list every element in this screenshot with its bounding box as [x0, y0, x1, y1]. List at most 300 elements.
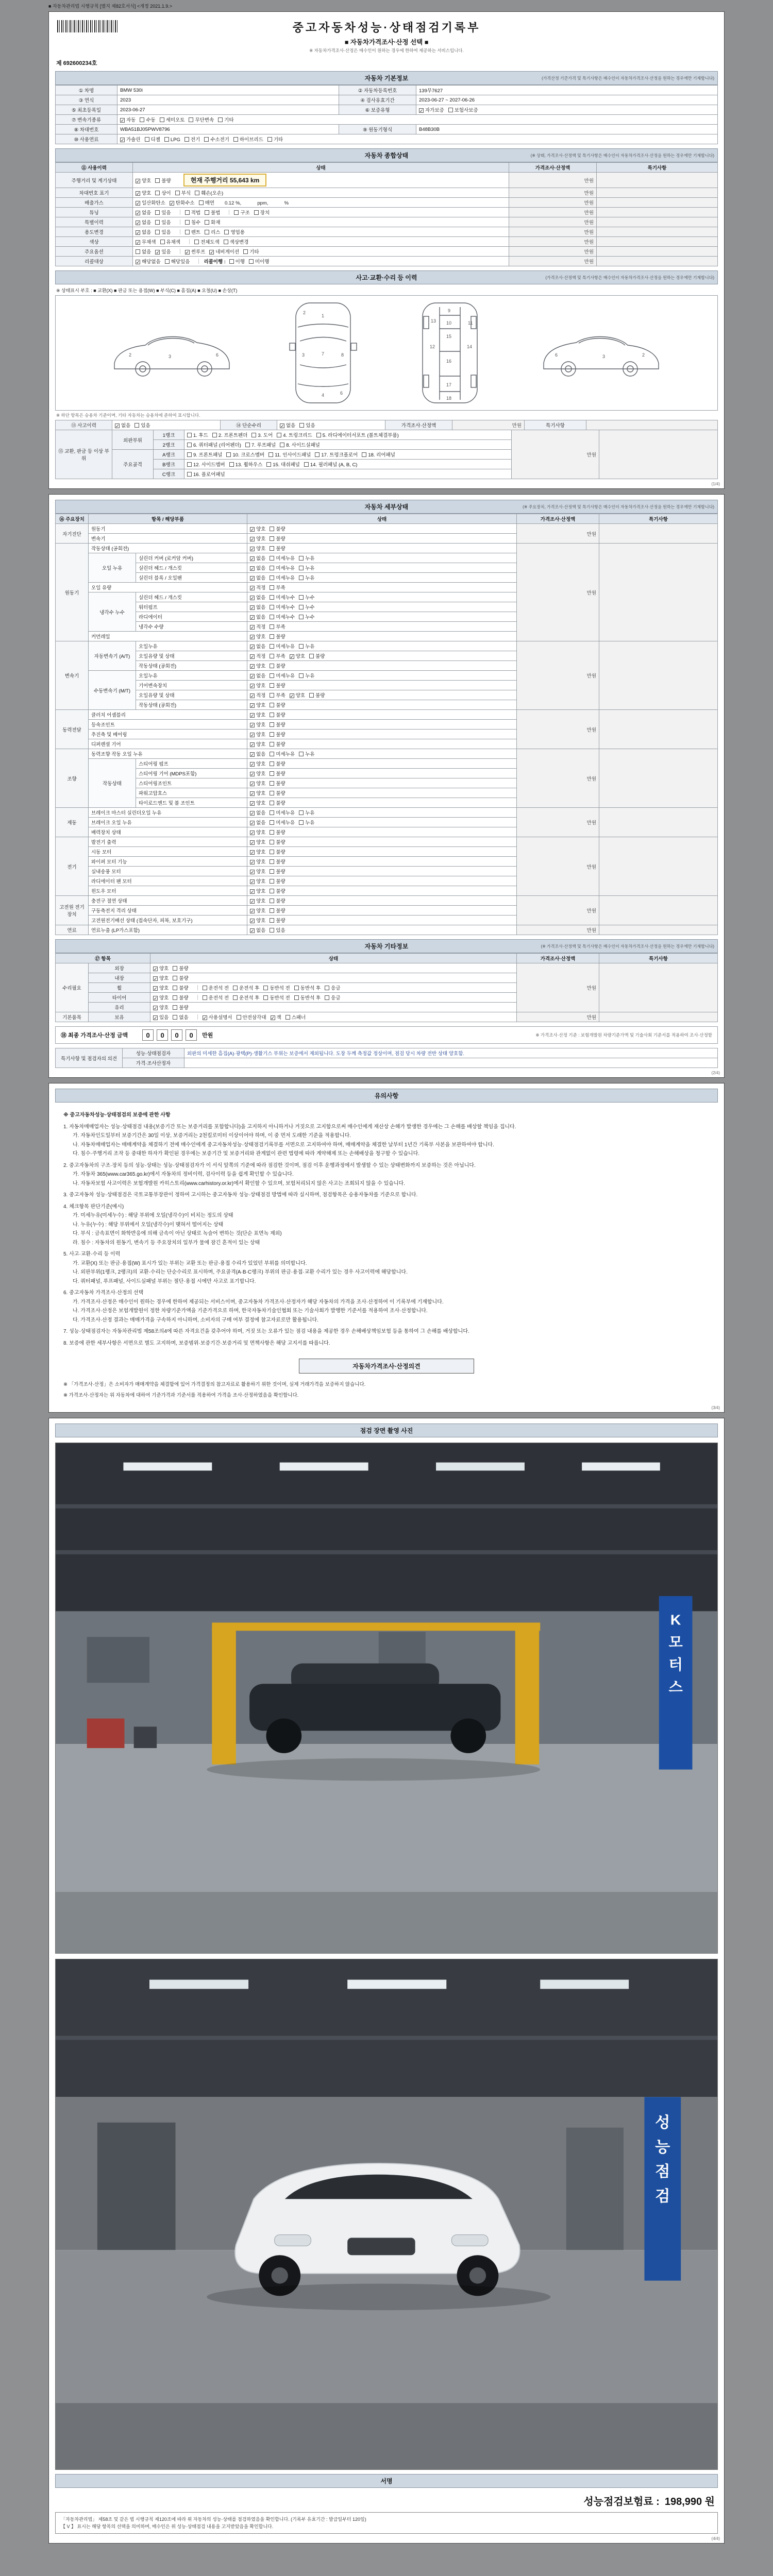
- checkbox-unchecked[interactable]: [199, 199, 214, 206]
- checkbox-checked[interactable]: [250, 740, 265, 748]
- checkbox-label: 불량: [276, 781, 285, 787]
- table-row: [56, 925, 718, 935]
- checkbox-unchecked[interactable]: [270, 848, 285, 855]
- item-status: [133, 257, 509, 266]
- checkbox-unchecked[interactable]: [145, 135, 160, 143]
- checkbox-unchecked[interactable]: [316, 431, 399, 438]
- checkbox-unchecked[interactable]: [362, 451, 395, 458]
- checkbox-unchecked[interactable]: [270, 858, 285, 865]
- notice-line: 가. 자동차인도일부터 보증기간은 30일 이상, 보증거리는 2천킬로미터 이상이어야 하며, 이 중 먼저 도래한 기준을 적용합니다.: [73, 1133, 351, 1139]
- section-note: (가격조사·산정액 및 특기사항은 매수인이 자동차가격조사·산정을 원하는 경우에만 기재합니다): [545, 275, 714, 280]
- checkbox-checked[interactable]: [250, 711, 265, 718]
- checkbox-checked[interactable]: [250, 594, 265, 601]
- checkbox-checked[interactable]: [120, 135, 141, 143]
- checkbox-label: 양호: [256, 791, 266, 796]
- checkbox-unchecked[interactable]: [270, 770, 285, 777]
- checkbox-unchecked[interactable]: [173, 1013, 188, 1021]
- checkbox-checked[interactable]: [250, 809, 265, 816]
- checkbox-unchecked[interactable]: [136, 248, 151, 255]
- checkbox-checked[interactable]: [250, 613, 265, 620]
- checkbox-unchecked[interactable]: [204, 135, 229, 143]
- checkbox-unchecked[interactable]: [304, 461, 358, 468]
- checkbox-checked[interactable]: [250, 828, 265, 836]
- checkbox-checked[interactable]: [271, 1013, 281, 1021]
- checkbox-unchecked[interactable]: [187, 431, 208, 438]
- field-value: WBA51BJ05PWV8796: [117, 125, 339, 134]
- checkbox-unchecked[interactable]: [270, 877, 285, 885]
- checkbox-checked[interactable]: [250, 877, 265, 885]
- checkbox-checked[interactable]: [250, 554, 265, 562]
- checkbox-checked[interactable]: [250, 701, 265, 708]
- checkbox-unchecked[interactable]: [270, 623, 285, 630]
- checkbox-unchecked[interactable]: [233, 994, 259, 1001]
- checkbox-checked[interactable]: [136, 238, 156, 245]
- item-status: [247, 671, 517, 681]
- checkbox-label: 색상변경: [229, 240, 249, 245]
- checkbox-label: 없음: [286, 423, 296, 429]
- checkbox-unchecked[interactable]: [234, 209, 249, 216]
- checkbox-unchecked[interactable]: [187, 441, 241, 448]
- price-cell: 만원: [517, 524, 599, 544]
- checkbox-box: [233, 137, 238, 142]
- checkbox-unchecked[interactable]: [185, 228, 200, 235]
- checkbox-unchecked[interactable]: [263, 984, 290, 991]
- checkbox-unchecked[interactable]: [266, 461, 300, 468]
- checkbox-unchecked[interactable]: [299, 642, 314, 650]
- checkbox-unchecked[interactable]: [270, 535, 285, 542]
- checkbox-unchecked[interactable]: [212, 431, 247, 438]
- checkbox-unchecked[interactable]: [270, 662, 285, 669]
- checkbox-unchecked[interactable]: [245, 441, 276, 448]
- checkbox-box: [270, 869, 274, 874]
- checkbox-checked[interactable]: [136, 228, 151, 235]
- page-mark: (4/4): [711, 2536, 720, 2541]
- item-status: [247, 710, 517, 720]
- checkbox-box: [270, 693, 274, 698]
- checkbox-box: ✓: [290, 654, 294, 659]
- checkbox-checked[interactable]: [290, 691, 305, 699]
- checkbox-unchecked[interactable]: [164, 137, 180, 143]
- field-value: [416, 105, 718, 115]
- item-label: 작동상태 (공회전): [136, 700, 247, 710]
- price-cell: 만원: [509, 188, 597, 198]
- checkbox-checked[interactable]: [250, 584, 265, 591]
- checkbox-checked[interactable]: [250, 779, 265, 787]
- checkbox-unchecked[interactable]: [263, 994, 290, 1001]
- checkbox-box: [204, 137, 209, 142]
- checkbox-unchecked[interactable]: [185, 218, 200, 226]
- inspection-photo-2: [55, 1959, 718, 2470]
- checkbox-checked[interactable]: [203, 1013, 232, 1021]
- checkbox-unchecked[interactable]: [270, 594, 295, 601]
- checkbox-unchecked[interactable]: [299, 564, 314, 571]
- checkbox-unchecked[interactable]: [270, 819, 295, 826]
- checkbox-box: ✓: [203, 1015, 207, 1021]
- checkbox-label: 없음: [256, 575, 266, 581]
- notice-body: [55, 1103, 718, 1349]
- checkbox-checked[interactable]: [250, 897, 265, 904]
- checkbox-checked[interactable]: [170, 199, 195, 206]
- checkbox-unchecked[interactable]: [270, 545, 285, 552]
- checkbox-box: [270, 928, 274, 933]
- checkbox-checked[interactable]: [250, 907, 265, 914]
- checkbox-unchecked[interactable]: [237, 1013, 266, 1021]
- checkbox-unchecked[interactable]: [299, 672, 314, 679]
- checkbox-unchecked[interactable]: [184, 135, 200, 143]
- checkbox-unchecked[interactable]: [315, 451, 358, 458]
- checkbox-unchecked[interactable]: [270, 799, 285, 806]
- checkbox-box: [325, 986, 329, 990]
- checkbox-checked[interactable]: [290, 652, 305, 659]
- checkbox-unchecked[interactable]: [270, 672, 295, 679]
- accident-history-table: [55, 420, 718, 430]
- checkbox-unchecked[interactable]: [299, 421, 315, 429]
- checkbox-label: 미세누수: [276, 605, 295, 611]
- checkbox-checked[interactable]: [250, 525, 265, 532]
- checkbox-checked[interactable]: [155, 248, 171, 255]
- checkbox-box: [187, 433, 192, 437]
- table-row: [56, 134, 718, 144]
- checkbox-checked[interactable]: [250, 838, 265, 845]
- item-label: 발전기 출력: [89, 837, 247, 847]
- checkbox-box: [299, 556, 304, 561]
- checkbox-checked[interactable]: [136, 218, 151, 226]
- car-top-view: [284, 299, 362, 407]
- checkbox-unchecked[interactable]: [299, 809, 314, 816]
- checkbox-label: 있음: [161, 230, 171, 235]
- checkbox-unchecked[interactable]: [270, 926, 285, 934]
- checkbox-unchecked[interactable]: [270, 868, 285, 875]
- checkbox-unchecked[interactable]: [325, 984, 340, 991]
- checkbox-box: [140, 117, 144, 122]
- checkbox-unchecked[interactable]: [155, 228, 171, 235]
- checkbox-unchecked[interactable]: [270, 525, 285, 532]
- checkbox-checked[interactable]: [250, 691, 265, 699]
- checkbox-unchecked[interactable]: [194, 238, 220, 245]
- checkbox-unchecked[interactable]: [299, 594, 314, 601]
- checkbox-unchecked[interactable]: [280, 441, 320, 448]
- checkbox-box: [160, 240, 165, 244]
- checkbox-unchecked[interactable]: [251, 431, 273, 438]
- checkbox-label: 응급: [331, 995, 341, 1001]
- checkbox-unchecked[interactable]: [229, 258, 245, 265]
- checkbox-box: [173, 976, 177, 980]
- checkbox-checked[interactable]: [153, 1013, 169, 1021]
- checkbox-checked[interactable]: [250, 545, 265, 552]
- checkbox-box: [299, 423, 304, 428]
- checkbox-unchecked[interactable]: [254, 209, 270, 216]
- checkbox-box: ✓: [250, 635, 255, 640]
- status-mark-legend: ※ 상태표시 부호 : ■ 교환(X) ■ 판금 또는 용접(W) ■ 부식(C) ■ 흠집(A) ■ 요철(U) ■ 손상(T): [56, 288, 238, 293]
- device-group-label: 변속기: [56, 641, 89, 710]
- checkbox-unchecked[interactable]: [270, 828, 285, 836]
- checkbox-checked[interactable]: [250, 858, 265, 865]
- checkbox-unchecked[interactable]: [270, 584, 285, 591]
- checkbox-unchecked[interactable]: [270, 917, 285, 924]
- checkbox-checked[interactable]: [120, 116, 136, 123]
- checkbox-box: [270, 771, 274, 776]
- section-etc: [55, 939, 718, 953]
- checkbox-unchecked[interactable]: [270, 760, 285, 767]
- svg-text:13: 13: [430, 318, 436, 324]
- checkbox-unchecked[interactable]: [294, 984, 321, 991]
- checkbox-checked[interactable]: [115, 421, 130, 429]
- checkbox-box: [270, 527, 274, 531]
- checkbox-unchecked[interactable]: [299, 819, 314, 826]
- checkbox-unchecked[interactable]: [270, 682, 285, 689]
- checkbox-checked[interactable]: [153, 964, 169, 972]
- checkbox-unchecked[interactable]: [267, 135, 283, 143]
- checkbox-unchecked[interactable]: [309, 691, 325, 699]
- checkbox-checked[interactable]: [136, 258, 161, 265]
- checkbox-unchecked[interactable]: [187, 470, 225, 478]
- checkbox-label: 운전석 전: [208, 986, 229, 991]
- checkbox-unchecked[interactable]: [270, 642, 295, 650]
- checkbox-label: 12. 사이드멤버: [193, 462, 225, 468]
- checkbox-checked[interactable]: [250, 642, 265, 650]
- item-status: [247, 690, 517, 700]
- checkbox-checked[interactable]: [209, 248, 239, 255]
- checkbox-checked[interactable]: [250, 926, 265, 934]
- checkbox-unchecked[interactable]: [270, 574, 295, 581]
- checkbox-checked[interactable]: [250, 917, 265, 924]
- checkbox-unchecked[interactable]: [270, 789, 285, 796]
- field-label: ③ 연식: [56, 95, 117, 105]
- table-row: [56, 115, 718, 125]
- checkbox-unchecked[interactable]: [189, 116, 214, 123]
- checkbox-unchecked[interactable]: [270, 897, 285, 904]
- checkbox-unchecked[interactable]: [173, 974, 188, 981]
- checkbox-unchecked[interactable]: [155, 209, 171, 216]
- checkbox-box: [277, 433, 281, 437]
- checkbox-unchecked[interactable]: [187, 451, 222, 458]
- checkbox-checked[interactable]: [153, 1004, 169, 1011]
- checkbox-checked[interactable]: [185, 248, 206, 255]
- checkbox-box: ✓: [250, 596, 255, 601]
- section-title: 자동차 기본정보: [364, 75, 409, 82]
- svg-text:14: 14: [466, 344, 472, 349]
- checkbox-label: 양호: [256, 703, 266, 708]
- checkbox-unchecked[interactable]: [270, 740, 285, 748]
- svg-text:12: 12: [429, 344, 435, 349]
- checkbox-unchecked[interactable]: [233, 984, 259, 991]
- note-cell: [599, 1012, 718, 1022]
- checkbox-unchecked[interactable]: [270, 721, 285, 728]
- item-status: [133, 247, 509, 257]
- checkbox-checked[interactable]: [250, 848, 265, 855]
- checkbox-checked[interactable]: [153, 984, 169, 991]
- checkbox-unchecked[interactable]: [195, 189, 223, 196]
- item-status: [247, 641, 517, 651]
- checkbox-unchecked[interactable]: [268, 451, 311, 458]
- checkbox-checked[interactable]: [250, 750, 265, 757]
- checkbox-unchecked[interactable]: [299, 750, 314, 757]
- checkbox-unchecked[interactable]: [205, 228, 220, 235]
- checkbox-unchecked[interactable]: [229, 461, 263, 468]
- item-status: [247, 876, 517, 886]
- checkbox-unchecked[interactable]: [299, 603, 314, 611]
- item-label: 워터펌프: [136, 602, 247, 612]
- checkbox-unchecked[interactable]: [155, 177, 171, 184]
- checkbox-checked[interactable]: [250, 535, 265, 542]
- checkbox-unchecked[interactable]: [270, 887, 285, 894]
- checkbox-box: [309, 654, 314, 658]
- checkbox-checked[interactable]: [136, 189, 151, 196]
- note-cell: [597, 227, 718, 237]
- checkbox-unchecked[interactable]: [173, 994, 188, 1001]
- checkbox-box: ✓: [154, 967, 158, 972]
- checkbox-checked[interactable]: [250, 721, 265, 728]
- checkbox-unchecked[interactable]: [270, 564, 295, 571]
- checkbox-checked[interactable]: [136, 199, 165, 206]
- checkbox-unchecked[interactable]: [218, 116, 233, 123]
- checkbox-unchecked[interactable]: [270, 750, 295, 757]
- checkbox-unchecked[interactable]: [205, 218, 220, 226]
- checkbox-unchecked[interactable]: [270, 613, 295, 620]
- insurance-fee: [583, 2493, 715, 2508]
- checkbox-checked[interactable]: [250, 623, 265, 630]
- checkbox-checked[interactable]: [250, 672, 265, 679]
- checkbox-box: [270, 752, 274, 756]
- checkbox-unchecked[interactable]: [285, 1013, 306, 1021]
- checkbox-unchecked[interactable]: [155, 189, 171, 196]
- section-note: (※ 상태, 가격조사·산정액 및 특기사항은 매수인이 자동차가격조사·산정을 원하는 경우에만 기재합니다): [530, 153, 714, 158]
- checkbox-checked[interactable]: [153, 974, 169, 981]
- checkbox-box: ✓: [250, 674, 255, 679]
- item-label: 특별이력: [56, 217, 133, 227]
- checkbox-unchecked[interactable]: [277, 431, 312, 438]
- checkbox-checked[interactable]: [250, 760, 265, 767]
- checkbox-unchecked[interactable]: [325, 994, 340, 1001]
- checkbox-unchecked[interactable]: [270, 907, 285, 914]
- checkbox-box: [267, 137, 272, 142]
- checkbox-unchecked[interactable]: [175, 189, 191, 196]
- checkbox-unchecked[interactable]: [270, 701, 285, 708]
- checkbox-unchecked[interactable]: [299, 613, 314, 620]
- checkbox-box: [187, 472, 192, 477]
- checkbox-unchecked[interactable]: [270, 603, 295, 611]
- checkbox-checked[interactable]: [419, 106, 444, 113]
- checkbox-unchecked[interactable]: [233, 135, 263, 143]
- table-row: [56, 95, 718, 105]
- item-label: 커먼레일: [89, 632, 247, 641]
- checkbox-unchecked[interactable]: [243, 248, 259, 255]
- checkbox-checked[interactable]: [250, 662, 265, 669]
- checkbox-box: ✓: [250, 713, 255, 718]
- field-label: ⑧ 차대번호: [56, 125, 117, 134]
- checkbox-unchecked[interactable]: [270, 652, 285, 659]
- checkbox-unchecked[interactable]: [140, 116, 155, 123]
- checkbox-box: [155, 220, 160, 225]
- checkbox-box: ✓: [154, 986, 158, 991]
- checkbox-unchecked[interactable]: [249, 258, 270, 265]
- checkbox-label: 일산화탄소: [142, 200, 165, 206]
- table-row: [56, 837, 718, 847]
- checkbox-checked[interactable]: [136, 209, 151, 216]
- checkbox-unchecked[interactable]: [270, 838, 285, 845]
- checkbox-unchecked[interactable]: [270, 691, 285, 699]
- section-photos: [55, 1423, 718, 1437]
- checkbox-unchecked[interactable]: [299, 574, 314, 581]
- checkbox-box: ✓: [250, 919, 255, 924]
- item-label: 원동기: [89, 524, 247, 534]
- checkbox-unchecked[interactable]: [160, 238, 181, 245]
- checkbox-unchecked[interactable]: [270, 779, 285, 787]
- checkbox-checked[interactable]: [250, 682, 265, 689]
- checkbox-box: ✓: [115, 423, 120, 429]
- checkbox-checked[interactable]: [250, 574, 265, 581]
- checkbox-box: ✓: [154, 1015, 158, 1021]
- checkbox-unchecked[interactable]: [270, 554, 295, 562]
- checkbox-unchecked[interactable]: [299, 554, 314, 562]
- checkbox-checked[interactable]: [250, 789, 265, 796]
- checkbox-checked[interactable]: [250, 564, 265, 571]
- checkbox-unchecked[interactable]: [270, 711, 285, 718]
- checkbox-unchecked[interactable]: [224, 228, 245, 235]
- opinion-line: ※ 「가격조사·산정」은 소비자가 매매계약을 체결함에 있어 가격결정의 참고자료로 활용하기 위한 것이며, 실제 거래가격을 보증하지 않습니다.: [63, 1382, 366, 1387]
- checkbox-unchecked[interactable]: [135, 421, 150, 429]
- checkbox-unchecked[interactable]: [270, 809, 295, 816]
- checkbox-unchecked[interactable]: [203, 994, 229, 1001]
- checkbox-checked[interactable]: [250, 731, 265, 738]
- checkbox-label: 양호: [256, 840, 266, 845]
- checkbox-label: 1. 후드: [193, 433, 208, 438]
- checkbox-unchecked[interactable]: [187, 461, 225, 468]
- checkbox-unchecked[interactable]: [203, 984, 229, 991]
- checkbox-box: [270, 801, 274, 805]
- checkbox-unchecked[interactable]: [270, 731, 285, 738]
- final-price-label: ⑱ 최종 가격조사·산정 금액: [61, 1032, 128, 1039]
- checkbox-checked[interactable]: [250, 868, 265, 875]
- table-row: [56, 641, 718, 651]
- checkbox-unchecked[interactable]: [165, 258, 190, 265]
- checkbox-checked[interactable]: [250, 819, 265, 826]
- checkbox-checked[interactable]: [250, 633, 265, 640]
- note-cell: [597, 188, 718, 198]
- checkbox-label: 누유: [305, 820, 315, 826]
- checkbox-unchecked[interactable]: [185, 209, 200, 216]
- checkbox-unchecked[interactable]: [173, 1004, 188, 1011]
- checkbox-unchecked[interactable]: [173, 984, 188, 991]
- checkbox-unchecked[interactable]: [224, 238, 249, 245]
- checkbox-unchecked[interactable]: [173, 964, 188, 972]
- checkbox-label: 불량: [276, 732, 285, 738]
- checkbox-unchecked[interactable]: [226, 451, 264, 458]
- checkbox-checked[interactable]: [153, 994, 169, 1001]
- item-label: 주행거리 및 계기상태: [56, 173, 133, 188]
- notice-line: 라. 침수 : 자동차의 원동기, 변속기 등 주요장치의 일부가 물에 잠긴 흔적이 있는 상태: [73, 1240, 260, 1246]
- checkbox-checked[interactable]: [250, 603, 265, 611]
- checkbox-checked[interactable]: [250, 770, 265, 777]
- inspector-role: 가격·조사산정자: [123, 1058, 184, 1068]
- checkbox-checked[interactable]: [280, 421, 295, 429]
- checkbox-label: 8. 사이드실패널: [286, 443, 320, 448]
- column-header: 가격조사·산정액: [517, 954, 599, 963]
- checkbox-label: 불량: [276, 889, 285, 894]
- checkbox-checked[interactable]: [136, 177, 151, 184]
- checkbox-unchecked[interactable]: [270, 633, 285, 640]
- checkbox-unchecked[interactable]: [448, 106, 478, 113]
- checkbox-unchecked[interactable]: [294, 994, 321, 1001]
- checkbox-unchecked[interactable]: [160, 116, 185, 123]
- checkbox-checked[interactable]: [250, 652, 265, 659]
- checkbox-unchecked[interactable]: [309, 652, 325, 659]
- checkbox-checked[interactable]: [250, 799, 265, 806]
- checkbox-box: [175, 191, 180, 195]
- checkbox-unchecked[interactable]: [205, 209, 220, 216]
- checkbox-checked[interactable]: [250, 887, 265, 894]
- checkbox-unchecked[interactable]: [155, 218, 171, 226]
